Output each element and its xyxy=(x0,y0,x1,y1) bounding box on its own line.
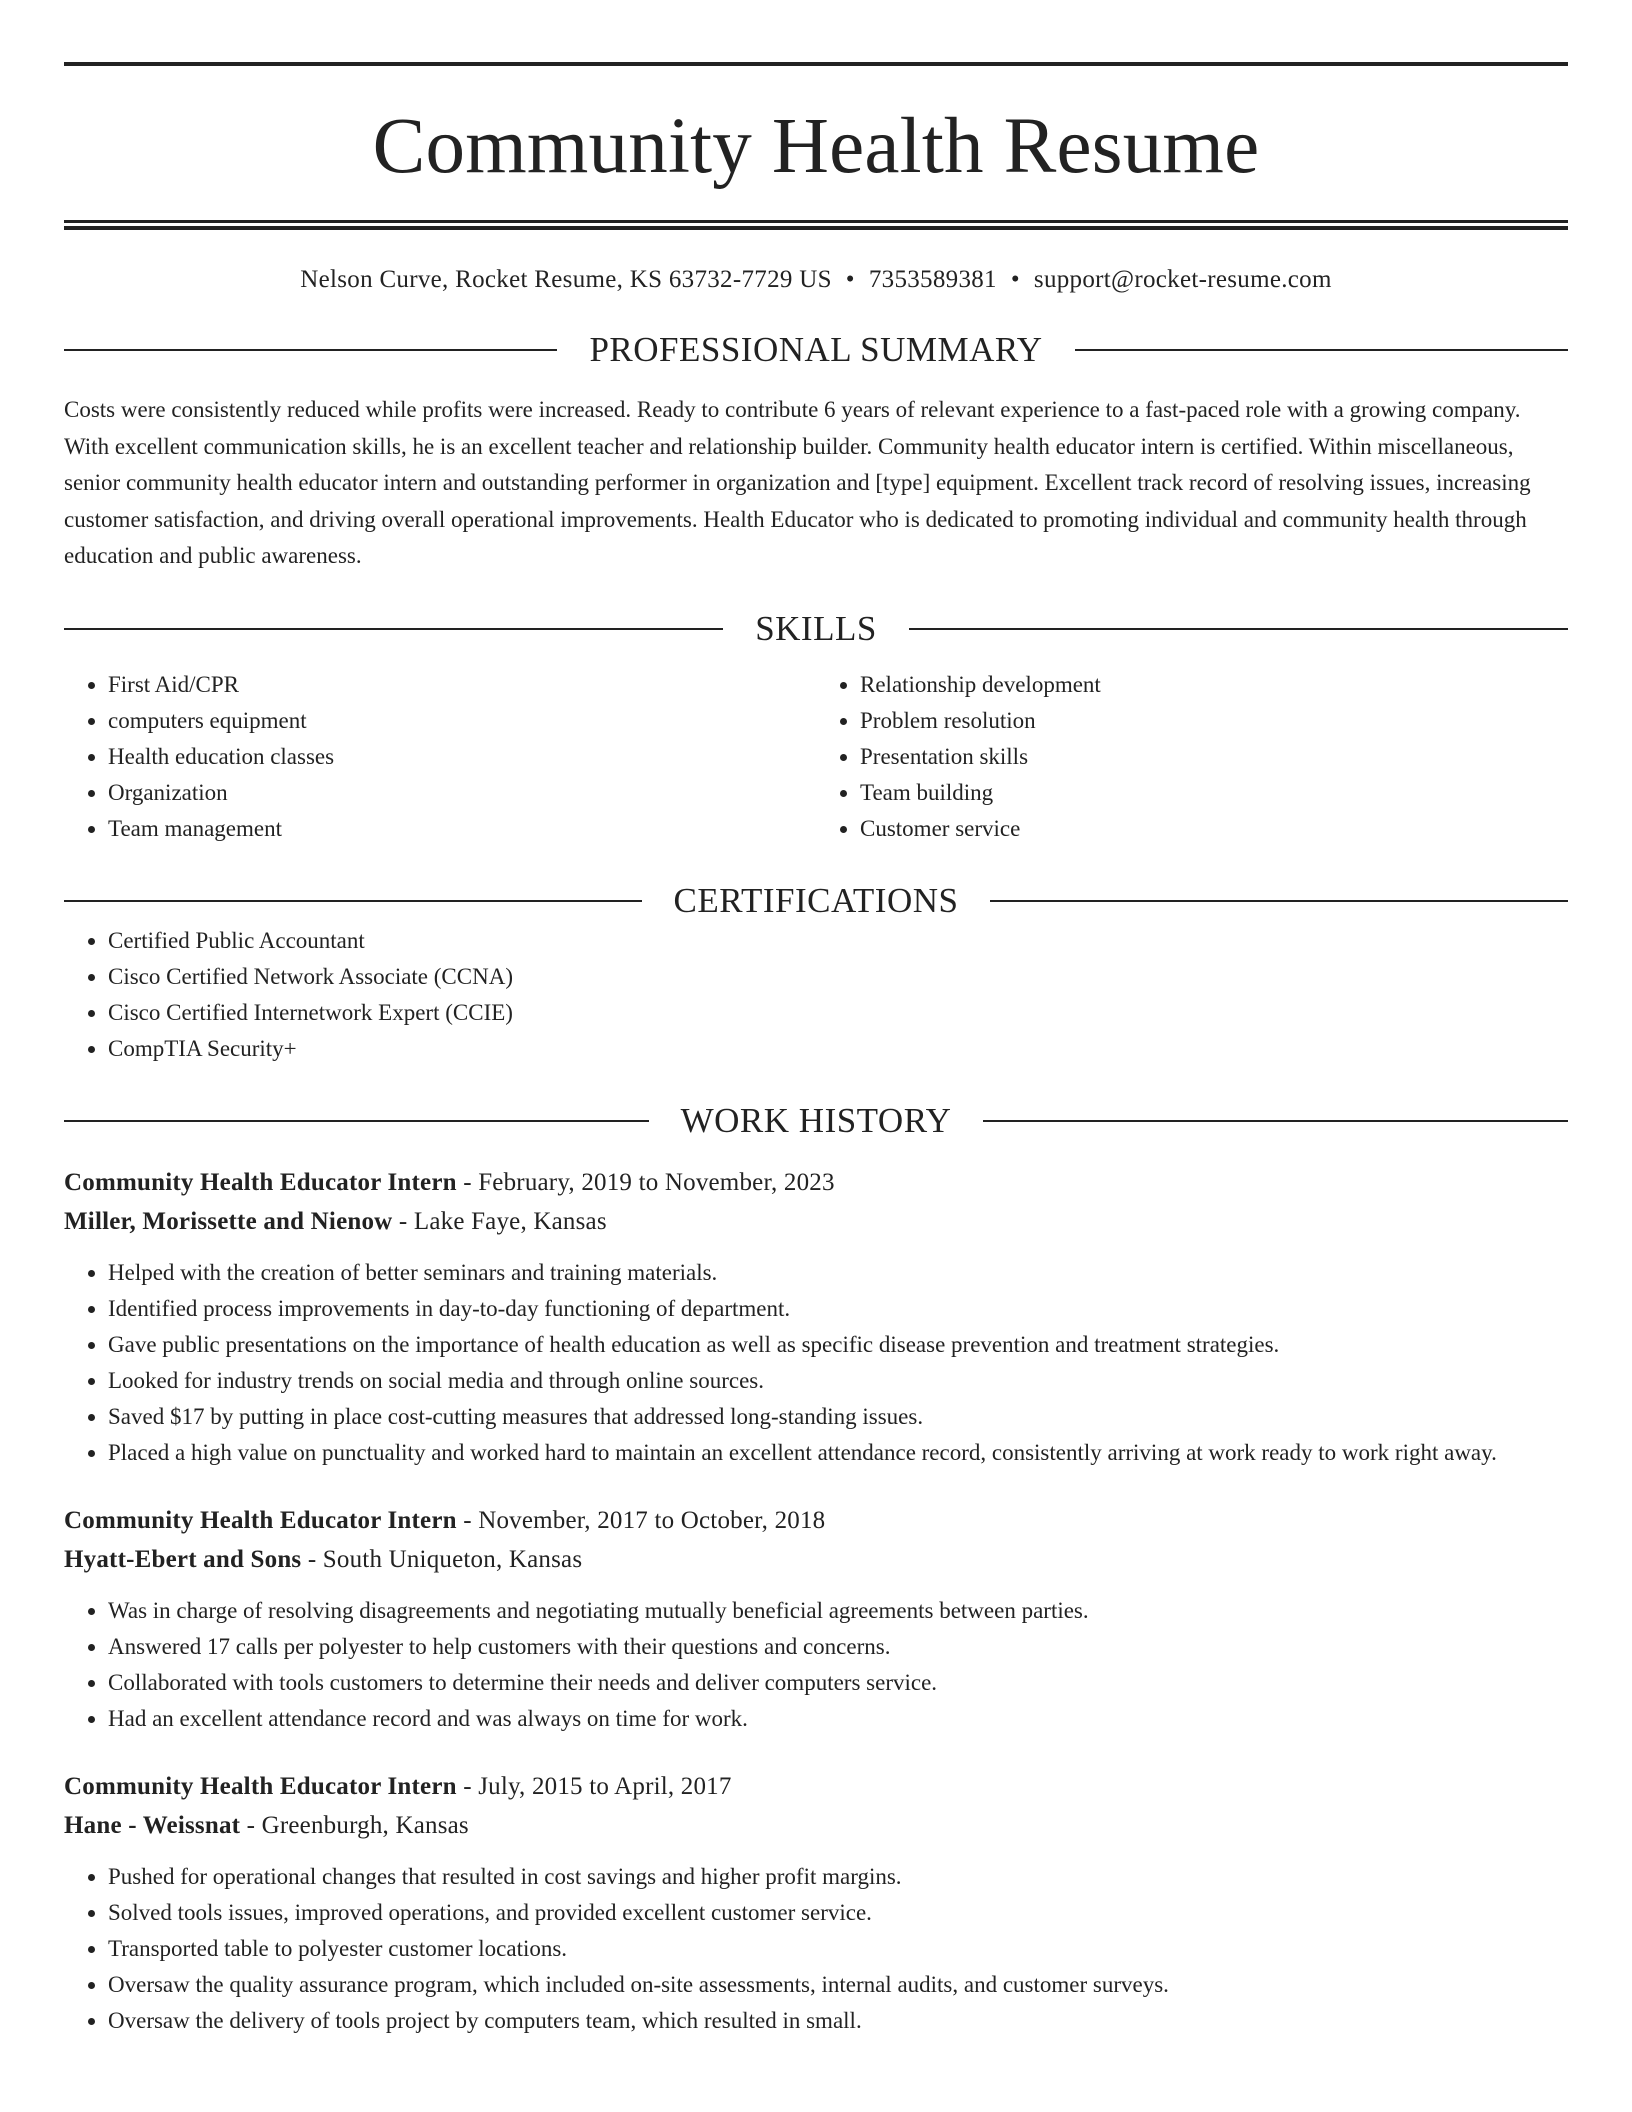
contact-line xyxy=(64,264,1568,296)
job-title-line xyxy=(64,1501,1568,1540)
job-company: Miller, Morissette and Nienow xyxy=(64,1207,393,1235)
job-location: - Greenburgh, Kansas xyxy=(240,1811,469,1839)
section-heading-summary xyxy=(64,328,1568,372)
job-company: Hyatt-Ebert and Sons xyxy=(64,1545,302,1573)
contact-separator: • xyxy=(845,266,855,293)
certification-item: • Certified Public Accountant xyxy=(108,923,1568,959)
contact-address: Nelson Curve, Rocket Resume, KS 63732-7729 US xyxy=(300,266,832,293)
title-double-rule xyxy=(64,220,1568,230)
job-bullets xyxy=(64,1859,1568,2039)
job-bullet: • Had an excellent attendance record and was always on time for work. xyxy=(108,1701,1568,1737)
job-bullets xyxy=(64,1593,1568,1737)
heading-rule-right xyxy=(983,1120,1568,1122)
section-title-certifications: CERTIFICATIONS xyxy=(673,880,959,920)
section-heading-certifications xyxy=(64,879,1568,923)
job-dates: - February, 2019 to November, 2023 xyxy=(456,1168,835,1196)
certification-item: • Cisco Certified Network Associate (CCNA) xyxy=(108,959,1568,995)
job-title-line xyxy=(64,1767,1568,1806)
section-heading-work xyxy=(64,1099,1568,1143)
job-title: Community Health Educator Intern xyxy=(64,1772,457,1800)
job-bullet: • Collaborated with tools customers to determine their needs and deliver computers service. xyxy=(108,1665,1568,1701)
contact-phone: 7353589381 xyxy=(868,266,997,293)
job-bullet: • Placed a high value on punctuality and worked hard to maintain an excellent attendance record, consistently arriving at work ready to work right away. xyxy=(108,1435,1568,1471)
job-bullet: • Helped with the creation of better seminars and training materials. xyxy=(108,1255,1568,1291)
certification-item: • CompTIA Security+ xyxy=(108,1031,1568,1067)
section-heading-skills xyxy=(64,607,1568,651)
section-title-skills: SKILLS xyxy=(755,608,877,648)
job-bullet: • Pushed for operational changes that resulted in cost savings and higher profit margins. xyxy=(108,1859,1568,1895)
heading-rule-left xyxy=(64,349,557,351)
job-bullet: • Answered 17 calls per polyester to help customers with their questions and concerns. xyxy=(108,1629,1568,1665)
job-company-line xyxy=(64,1202,1568,1241)
skills-list-right xyxy=(816,667,1568,847)
heading-rule-right xyxy=(1075,349,1568,351)
skill-item: • Team building xyxy=(860,775,1568,811)
job-bullet: • Oversaw the quality assurance program, which included on-site assessments, internal audits, and customer surveys. xyxy=(108,1967,1568,2003)
job-title-line xyxy=(64,1163,1568,1202)
job-entry xyxy=(64,1163,1568,1471)
job-bullet: • Oversaw the delivery of tools project by computers team, which resulted in small. xyxy=(108,2003,1568,2039)
job-company-line xyxy=(64,1806,1568,1845)
skill-item: • First Aid/CPR xyxy=(108,667,816,703)
job-location: - South Uniqueton, Kansas xyxy=(301,1545,583,1573)
job-bullet: • Transported table to polyester customer locations. xyxy=(108,1931,1568,1967)
job-bullets xyxy=(64,1255,1568,1471)
job-bullet: • Looked for industry trends on social media and through online sources. xyxy=(108,1363,1568,1399)
skill-item: • Customer service xyxy=(860,811,1568,847)
certifications-list xyxy=(64,923,1568,1067)
heading-rule-left xyxy=(64,628,723,630)
contact-email: support@rocket-resume.com xyxy=(1033,266,1332,293)
job-title: Community Health Educator Intern xyxy=(64,1506,457,1534)
job-bullet: • Identified process improvements in day-to-day functioning of department. xyxy=(108,1291,1568,1327)
skills-grid xyxy=(64,667,1568,847)
heading-rule-right xyxy=(909,628,1568,630)
skill-item: • Relationship development xyxy=(860,667,1568,703)
work-history-list xyxy=(64,1163,1568,2039)
skill-item: • Problem resolution xyxy=(860,703,1568,739)
job-dates: - July, 2015 to April, 2017 xyxy=(456,1772,732,1800)
job-dates: - November, 2017 to October, 2018 xyxy=(456,1506,826,1534)
skill-item: • Team management xyxy=(108,811,816,847)
job-bullet: • Gave public presentations on the importance of health education as well as specific disease prevention and treatment strategies. xyxy=(108,1327,1568,1363)
top-rule xyxy=(64,62,1568,66)
skill-item: • Presentation skills xyxy=(860,739,1568,775)
job-title: Community Health Educator Intern xyxy=(64,1168,457,1196)
skills-list-left xyxy=(64,667,816,847)
job-location: - Lake Faye, Kansas xyxy=(392,1207,607,1235)
heading-rule-right xyxy=(990,900,1568,902)
job-entry xyxy=(64,1767,1568,2039)
job-bullet: • Solved tools issues, improved operations, and provided excellent customer service. xyxy=(108,1895,1568,1931)
heading-rule-left xyxy=(64,1120,649,1122)
skill-item: • Health education classes xyxy=(108,739,816,775)
job-bullet: • Was in charge of resolving disagreements and negotiating mutually beneficial agreements between parties. xyxy=(108,1593,1568,1629)
certification-item: • Cisco Certified Internetwork Expert (CCIE) xyxy=(108,995,1568,1031)
contact-separator: • xyxy=(1010,266,1020,293)
resume-title: Community Health Resume xyxy=(372,103,1260,190)
skill-item: • Organization xyxy=(108,775,816,811)
summary-text: Costs were consistently reduced while profits were increased. Ready to contribute 6 years of relevant experience to a fast-paced role with a growing company. With excellent communication skills, he is an excellent teacher and relationship builder. Community health educator intern is certified. Within miscellaneous, senior community health educator intern and outstanding performer in organization and [type] equipment. Excellent track record of resolving issues, increasing customer satisfaction, and driving overall operational improvements. Health Educator who is dedicated to promoting individual and community health through education and public awareness. xyxy=(64,397,1531,568)
skill-item: • computers equipment xyxy=(108,703,816,739)
job-bullet: • Saved $17 by putting in place cost-cutting measures that addressed long-standing issues. xyxy=(108,1399,1568,1435)
heading-rule-left xyxy=(64,900,642,902)
section-title-summary: PROFESSIONAL SUMMARY xyxy=(589,330,1043,369)
section-title-work: WORK HISTORY xyxy=(680,1100,952,1140)
job-company-line xyxy=(64,1540,1568,1579)
job-company: Hane - Weissnat xyxy=(64,1811,241,1839)
job-entry xyxy=(64,1501,1568,1737)
